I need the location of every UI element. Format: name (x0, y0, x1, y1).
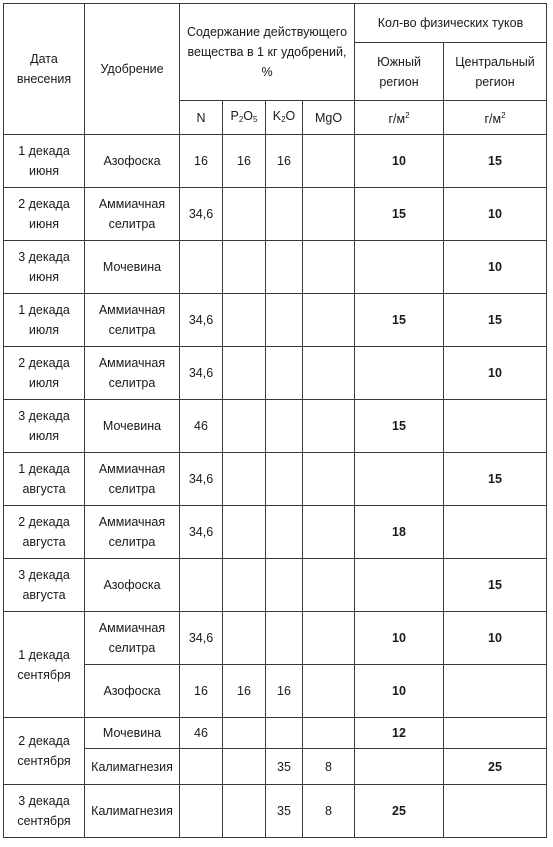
p2o5-cell (223, 749, 266, 785)
n-cell (180, 559, 223, 612)
k2o-cell (266, 400, 303, 453)
k2o-cell (266, 718, 303, 749)
central-amount-cell: 15 (444, 135, 547, 188)
date-cell: 3 декада июня (4, 241, 85, 294)
p2o5-cell (223, 785, 266, 838)
p2o5-cell (223, 506, 266, 559)
mgo-cell (303, 135, 355, 188)
header-k2o: $K_2O$ (266, 101, 303, 135)
n-cell: 16 (180, 135, 223, 188)
k2o-cell (266, 559, 303, 612)
table-row (4, 785, 547, 838)
p2o5-cell (223, 400, 266, 453)
table-row (4, 559, 547, 612)
central-amount-cell (444, 400, 547, 453)
central-amount-cell (444, 785, 547, 838)
k2o-cell: 35 (266, 749, 303, 785)
p2o5-cell (223, 294, 266, 347)
p2o5-cell (223, 453, 266, 506)
mgo-cell (303, 453, 355, 506)
k2o-cell (266, 347, 303, 400)
date-cell: 1 декада августа (4, 453, 85, 506)
n-cell: 16 (180, 665, 223, 718)
k2o-cell: 16 (266, 135, 303, 188)
central-amount-cell: 15 (444, 453, 547, 506)
k2o-cell (266, 612, 303, 665)
central-amount-cell: 10 (444, 188, 547, 241)
date-cell: 2 декада июня (4, 188, 85, 241)
table-row (4, 506, 547, 559)
mgo-cell (303, 188, 355, 241)
south-amount-cell: 10 (355, 135, 444, 188)
central-amount-cell: 15 (444, 559, 547, 612)
date-cell: 1 декада июля (4, 294, 85, 347)
south-amount-cell: 15 (355, 188, 444, 241)
fertilizer-cell: Мочевина (85, 241, 180, 294)
south-amount-cell: 10 (355, 665, 444, 718)
n-cell: 34,6 (180, 188, 223, 241)
fertilizer-cell: Аммиачная селитра (85, 453, 180, 506)
header-mgo: MgO (303, 101, 355, 135)
mgo-cell (303, 612, 355, 665)
table-row (4, 241, 547, 294)
fertilizer-cell: Аммиачная селитра (85, 188, 180, 241)
date-cell: 3 декада августа (4, 559, 85, 612)
mgo-cell (303, 559, 355, 612)
date-cell: 3 декада сентября (4, 785, 85, 838)
n-cell: 34,6 (180, 347, 223, 400)
fertilizer-table (3, 3, 547, 838)
table-row (4, 188, 547, 241)
p2o5-cell (223, 612, 266, 665)
fertilizer-cell: Азофоска (85, 665, 180, 718)
k2o-cell (266, 506, 303, 559)
n-cell: 46 (180, 718, 223, 749)
fertilizer-cell: Аммиачная селитра (85, 294, 180, 347)
mgo-cell (303, 718, 355, 749)
date-cell: 2 декада августа (4, 506, 85, 559)
central-amount-cell (444, 506, 547, 559)
fertilizer-cell: Калимагнезия (85, 749, 180, 785)
p2o5-cell (223, 347, 266, 400)
mgo-cell (303, 294, 355, 347)
n-cell (180, 785, 223, 838)
mgo-cell: 8 (303, 749, 355, 785)
header-fertilizer: Удобрение (85, 4, 180, 135)
table-row (4, 400, 547, 453)
header-region-south: Южный регион (355, 43, 444, 101)
table-row (4, 665, 547, 718)
k2o-cell (266, 188, 303, 241)
south-amount-cell (355, 559, 444, 612)
table-row (4, 294, 547, 347)
header-content: Содержание действующего вещества в 1 кг удобрений, % (180, 4, 355, 101)
mgo-cell (303, 400, 355, 453)
date-cell: 1 декада июня (4, 135, 85, 188)
mgo-cell (303, 506, 355, 559)
date-cell: 1 декада сентября (4, 612, 85, 718)
table-row (4, 749, 547, 785)
header-p2o5: $P_2O_5$ (223, 101, 266, 135)
central-amount-cell: 25 (444, 749, 547, 785)
date-cell: 2 декада июля (4, 347, 85, 400)
n-cell: 34,6 (180, 612, 223, 665)
k2o-cell (266, 294, 303, 347)
p2o5-cell (223, 559, 266, 612)
south-amount-cell: 25 (355, 785, 444, 838)
header-physical: Кол-во физических туков (355, 4, 547, 43)
fertilizer-cell: Азофоска (85, 135, 180, 188)
central-amount-cell: 10 (444, 241, 547, 294)
fertilizer-cell: Мочевина (85, 718, 180, 749)
fertilizer-cell: Аммиачная селитра (85, 506, 180, 559)
mgo-cell (303, 241, 355, 294)
fertilizer-cell: Азофоска (85, 559, 180, 612)
table-row (4, 612, 547, 665)
south-amount-cell: 15 (355, 294, 444, 347)
table-row (4, 347, 547, 400)
table-row (4, 135, 547, 188)
p2o5-cell (223, 188, 266, 241)
n-cell: 46 (180, 400, 223, 453)
south-amount-cell (355, 453, 444, 506)
k2o-cell (266, 453, 303, 506)
south-amount-cell (355, 749, 444, 785)
header-unit-south: $г/м^2$ (355, 101, 444, 135)
header-unit-central: $г/м^2$ (444, 101, 547, 135)
south-amount-cell: 10 (355, 612, 444, 665)
table-row (4, 718, 547, 749)
south-amount-cell: 18 (355, 506, 444, 559)
fertilizer-cell: Калимагнезия (85, 785, 180, 838)
central-amount-cell: 10 (444, 612, 547, 665)
n-cell: 34,6 (180, 506, 223, 559)
n-cell: 34,6 (180, 453, 223, 506)
date-cell: 3 декада июля (4, 400, 85, 453)
k2o-cell: 35 (266, 785, 303, 838)
south-amount-cell: 15 (355, 400, 444, 453)
header-n: N (180, 101, 223, 135)
p2o5-cell (223, 718, 266, 749)
mgo-cell (303, 347, 355, 400)
table-row (4, 453, 547, 506)
header-date: Дата внесения (4, 4, 85, 135)
central-amount-cell: 10 (444, 347, 547, 400)
central-amount-cell (444, 718, 547, 749)
p2o5-cell: 16 (223, 665, 266, 718)
south-amount-cell: 12 (355, 718, 444, 749)
p2o5-cell (223, 241, 266, 294)
n-cell: 34,6 (180, 294, 223, 347)
p2o5-cell: 16 (223, 135, 266, 188)
date-cell: 2 декада сентября (4, 718, 85, 785)
n-cell (180, 241, 223, 294)
fertilizer-cell: Аммиачная селитра (85, 612, 180, 665)
central-amount-cell (444, 665, 547, 718)
k2o-cell: 16 (266, 665, 303, 718)
central-amount-cell: 15 (444, 294, 547, 347)
fertilizer-cell: Мочевина (85, 400, 180, 453)
mgo-cell: 8 (303, 785, 355, 838)
k2o-cell (266, 241, 303, 294)
fertilizer-cell: Аммиачная селитра (85, 347, 180, 400)
south-amount-cell (355, 347, 444, 400)
south-amount-cell (355, 241, 444, 294)
header-region-central: Центральный регион (444, 43, 547, 101)
mgo-cell (303, 665, 355, 718)
n-cell (180, 749, 223, 785)
